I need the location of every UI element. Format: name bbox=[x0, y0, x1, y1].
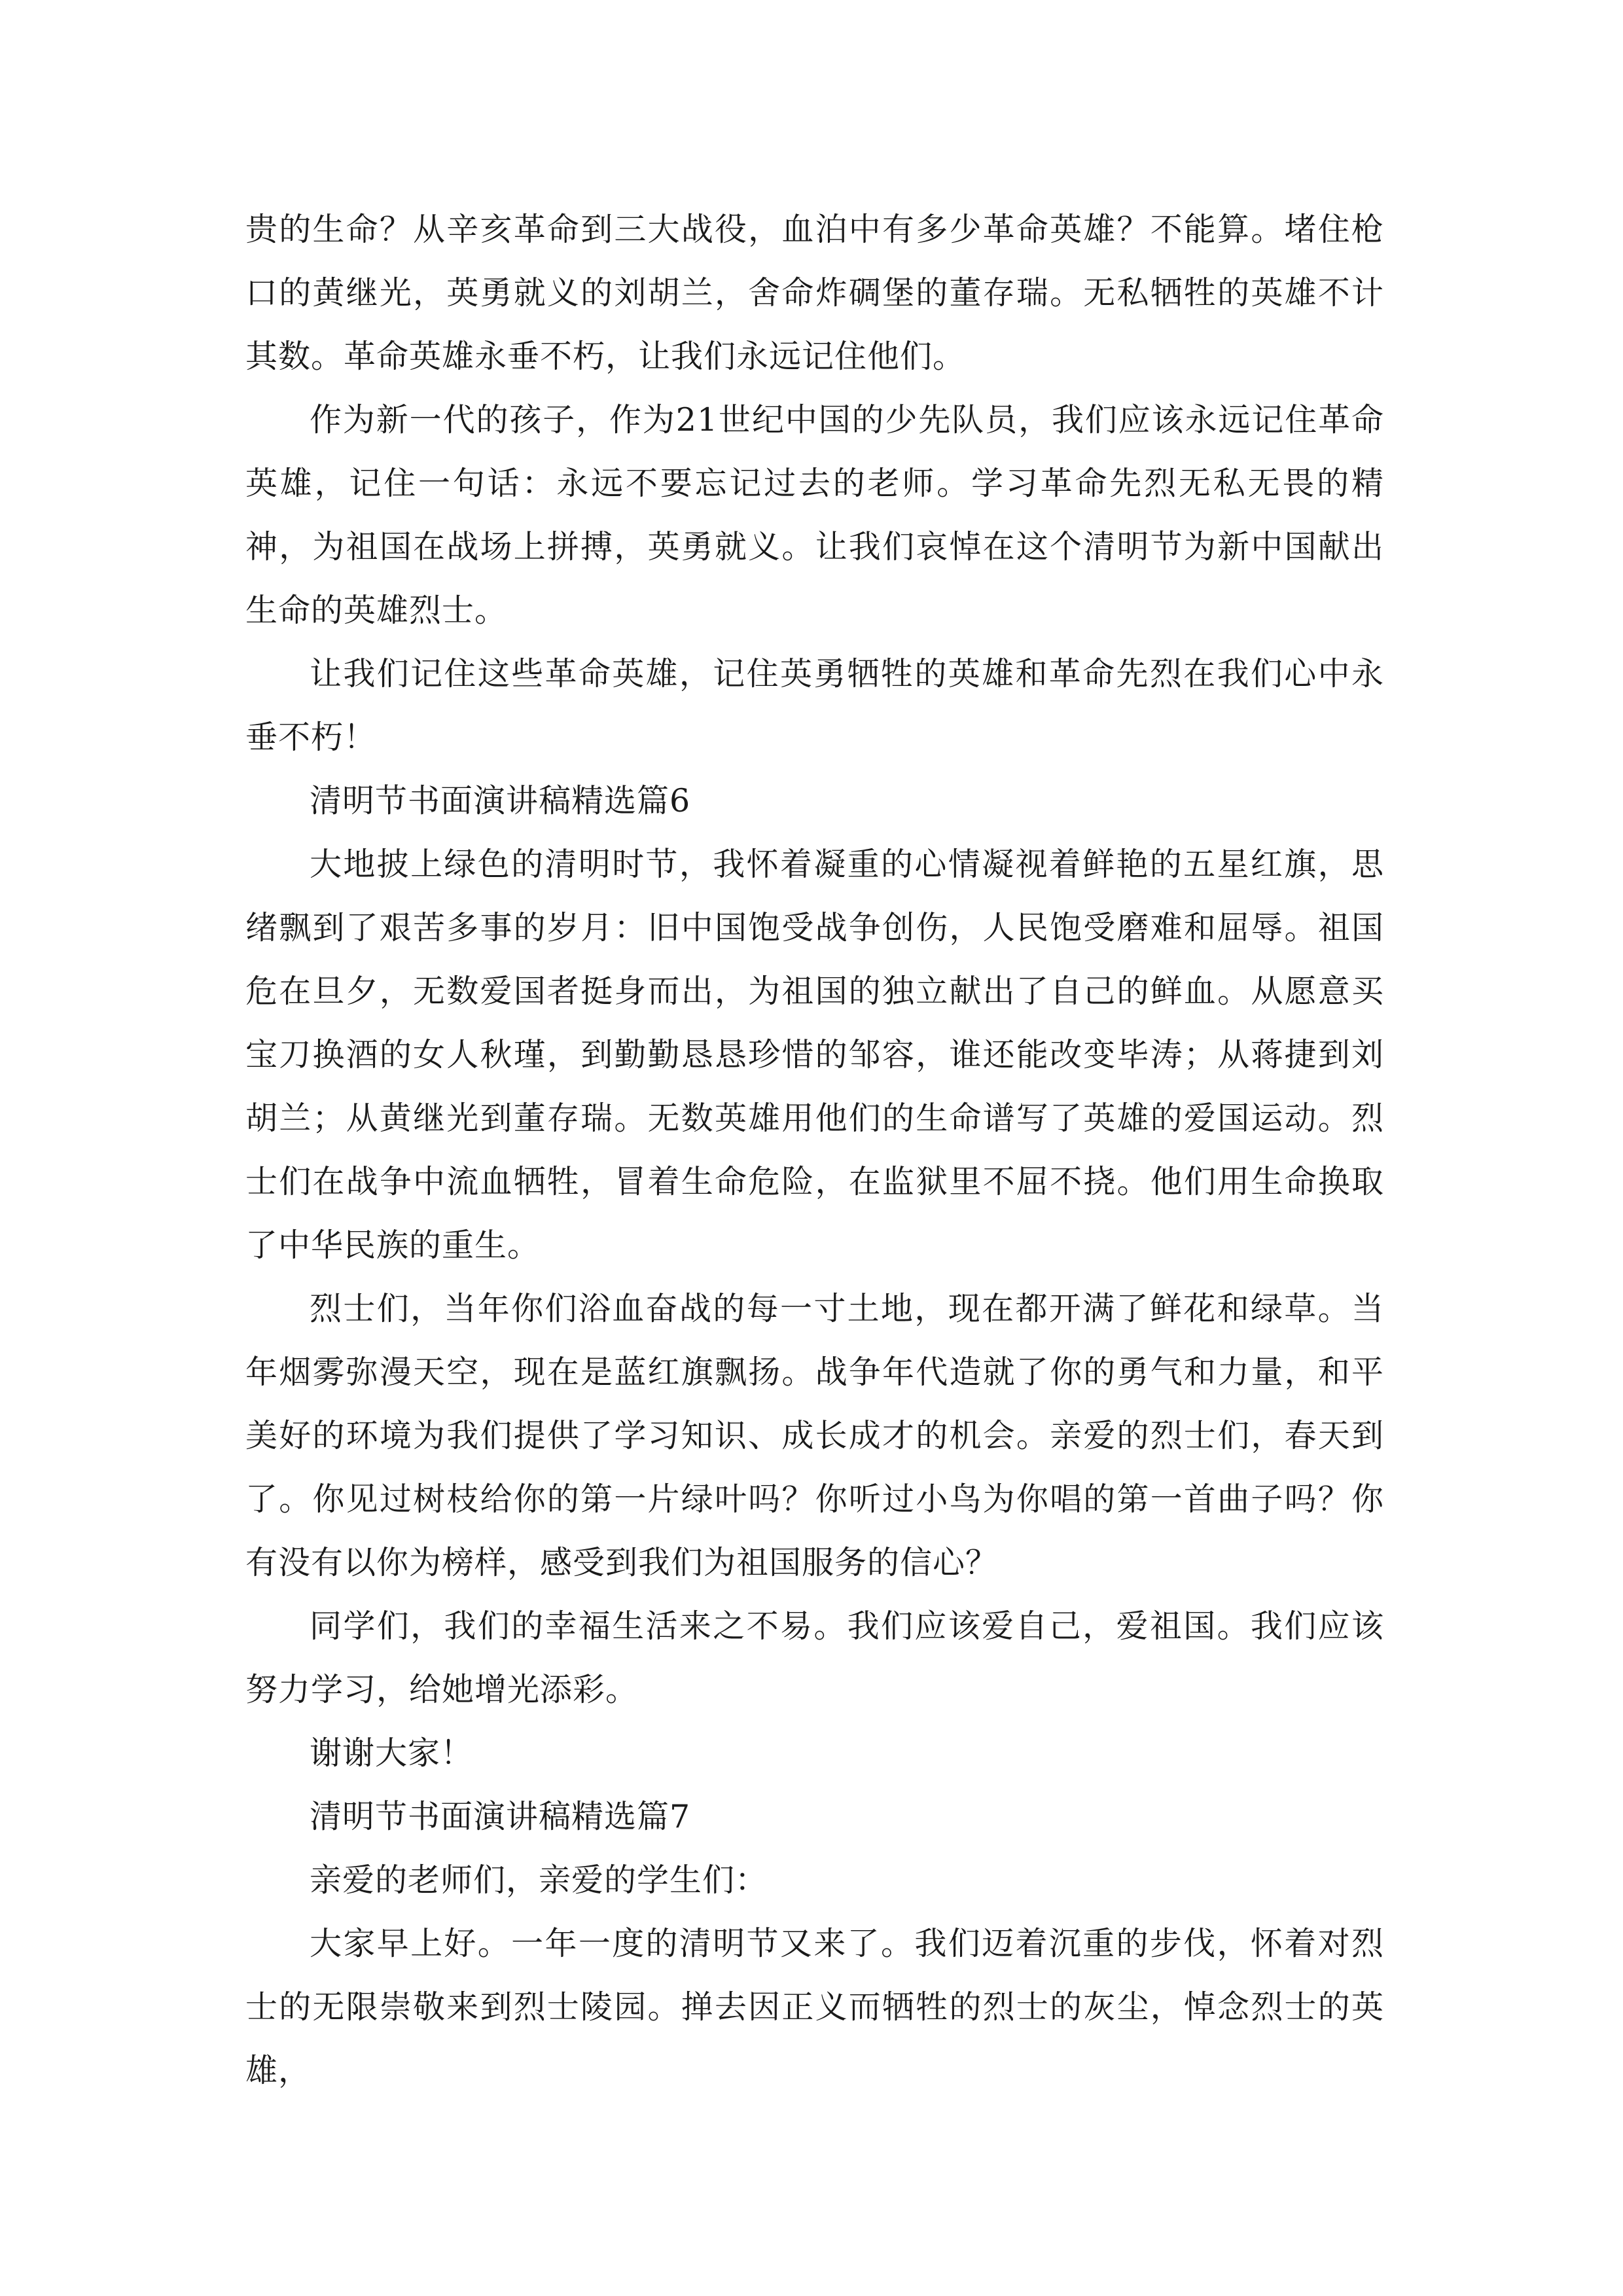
paragraph-3: 让我们记住这些革命英雄，记住英勇牺牲的英雄和革命先烈在我们心中永垂不朽！ bbox=[245, 655, 1384, 756]
paragraph-6: 烈士们，当年你们浴血奋战的每一寸土地，现在都开满了鲜花和绿草。当年烟雾弥漫天空，现在是蓝红旗飘扬。战争年代造就了你的勇气和力量，和平美好的环境为我们提供了学习知识、成长成才的机会。亲爱的烈士们，春天到了。你见过树枝给你的第一片绿叶吗？你听过小鸟为你唱的第一首曲子吗？你有没有以你为榜样，感受到我们为祖国服务的信心？ bbox=[245, 1290, 1384, 1581]
paragraph-11: 大家早上好。一年一度的清明节又来了。我们迈着沉重的步伐，怀着对烈士的无限崇敬来到烈士陵园。掸去因正义而牺牲的烈士的灰尘，悼念烈士的英雄， bbox=[245, 1925, 1384, 2089]
section-heading-6: 清明节书面演讲稿精选篇6 bbox=[310, 782, 691, 819]
document-body bbox=[245, 198, 1384, 2102]
paragraph-1: 贵的生命？从辛亥革命到三大战役，血泊中有多少革命英雄？不能算。堵住枪口的黄继光，英勇就义的刘胡兰，舍命炸碉堡的董存瑞。无私牺牲的英雄不计其数。革命英雄永垂不朽，让我们永远记住他们。 bbox=[245, 211, 1384, 375]
paragraph-2: 作为新一代的孩子，作为21世纪中国的少先队员，我们应该永远记住革命英雄，记住一句话：永远不要忘记过去的老师。学习革命先烈无私无畏的精神，为祖国在战场上拼搏，英勇就义。让我们哀悼在这个清明节为新中国献出生命的英雄烈士。 bbox=[245, 401, 1384, 629]
section-heading-7: 清明节书面演讲稿精选篇7 bbox=[310, 1798, 691, 1835]
paragraph-thanks: 谢谢大家！ bbox=[310, 1734, 474, 1772]
paragraph-7: 同学们，我们的幸福生活来之不易。我们应该爱自己，爱祖国。我们应该努力学习，给她增光添彩。 bbox=[245, 1607, 1384, 1708]
paragraph-greeting: 亲爱的老师们，亲爱的学生们： bbox=[310, 1861, 768, 1899]
paragraph-5: 大地披上绿色的清明时节，我怀着凝重的心情凝视着鲜艳的五星红旗，思绪飘到了艰苦多事的岁月：旧中国饱受战争创伤，人民饱受磨难和屈辱。祖国危在旦夕，无数爱国者挺身而出，为祖国的独立献出了自己的鲜血。从愿意买宝刀换酒的女人秋瑾，到勤勤恳恳珍惜的邹容，谁还能改变毕涛；从蒋捷到刘胡兰；从黄继光到董存瑞。无数英雄用他们的生命谱写了英雄的爱国运动。烈士们在战争中流血牺牲，冒着生命危险，在监狱里不屈不挠。他们用生命换取了中华民族的重生。 bbox=[245, 846, 1384, 1264]
